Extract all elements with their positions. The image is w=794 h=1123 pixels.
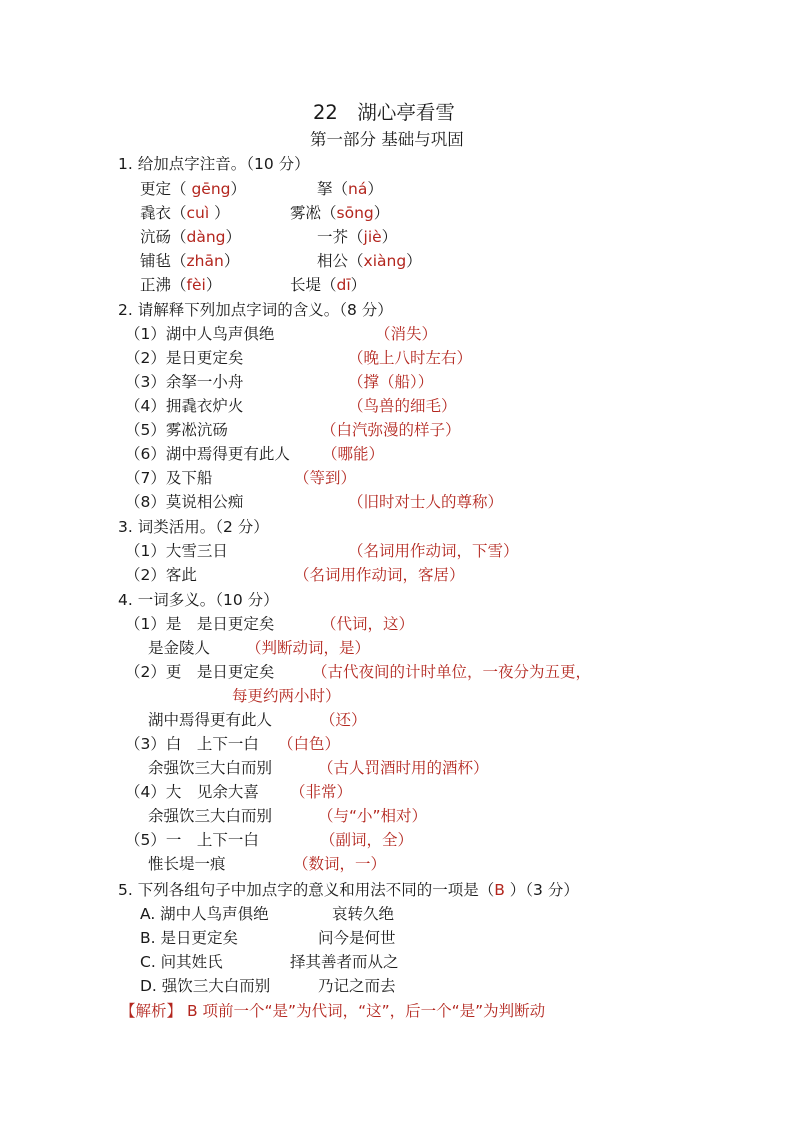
q5-answer: B — [494, 881, 505, 899]
analysis-label: 【解析】 — [120, 1002, 183, 1020]
q4-line: 余强饮三大白而别 — [148, 759, 273, 777]
q4-answer: （与“小”相对） — [318, 807, 428, 825]
q3-question: （2）客此 — [125, 566, 197, 584]
q4-line: （5）一 上下一白 — [125, 831, 259, 849]
q4-line: （1）是 是日更定矣 — [125, 615, 275, 633]
q1-heading: 1. 给加点字注音。（10 分） — [118, 155, 310, 173]
q4-answer: （古人罚酒时用的酒杯） — [318, 759, 489, 777]
q2-question: （7）及下船 — [125, 469, 213, 487]
q1-item: 相公（xiàng） — [317, 252, 422, 270]
q4-answer: （非常） — [290, 783, 353, 801]
q4-answer: （数词，一） — [293, 855, 387, 873]
q2-question: （6）湖中焉得更有此人 — [125, 445, 290, 463]
section-subtitle: 第一部分 基础与巩固 — [310, 130, 464, 149]
q2-question: （3）余拏一小舟 — [125, 373, 244, 391]
q2-answer: （晚上八时左右） — [348, 349, 473, 367]
q1-item: 毳衣（cuì ） — [140, 204, 230, 222]
q2-answer: （白汽弥漫的样子） — [321, 421, 461, 439]
q2-answer: （等到） — [294, 469, 357, 487]
q4-line: （3）白 上下一白 — [125, 735, 259, 753]
q2-answer: （哪能） — [322, 445, 385, 463]
q1-item: 沆砀（dàng） — [140, 228, 242, 246]
q2-question: （8）莫说相公痴 — [125, 493, 244, 511]
q2-answer: （撑（船）） — [348, 373, 434, 391]
q5-option: B. 是日更定矣 — [140, 929, 238, 947]
q4-answer: （古代夜间的计时单位，一夜分为五更， — [312, 663, 592, 681]
q1-item: 更定（ gēng） — [140, 180, 246, 198]
q2-question: （4）拥毳衣炉火 — [125, 397, 244, 415]
q4-line: 余强饮三大白而别 — [148, 807, 273, 825]
q2-question: （2）是日更定矣 — [125, 349, 244, 367]
q2-answer: （消失） — [375, 325, 438, 343]
q4-heading: 4. 一词多义。（10 分） — [118, 591, 279, 609]
q2-answer: （旧时对士人的尊称） — [348, 493, 504, 511]
q4-answer: 每更约两小时） — [232, 687, 341, 705]
q3-question: （1）大雪三日 — [125, 542, 228, 560]
q4-line: 惟长堤一痕 — [148, 855, 226, 873]
q5-option-pair: 问今是何世 — [318, 929, 396, 947]
q4-answer: （还） — [320, 711, 367, 729]
q4-answer: （代词，这） — [321, 615, 415, 633]
q1-item: 雾凇（sōng） — [290, 204, 390, 222]
q1-item: 一芥（jiè） — [317, 228, 398, 246]
q3-heading: 3. 词类活用。（2 分） — [118, 518, 269, 536]
q4-answer: （白色） — [278, 735, 341, 753]
q1-item: 正沸（fèi） — [140, 276, 222, 294]
q5-option-pair: 择其善者而从之 — [290, 953, 399, 971]
q2-answer: （鸟兽的细毛） — [348, 397, 457, 415]
q1-item: 铺毡（zhān） — [140, 252, 240, 270]
q2-heading: 2. 请解释下列加点字词的含义。（8 分） — [118, 301, 393, 319]
q4-line: （4）大 见余大喜 — [125, 783, 259, 801]
q2-question: （5）雾凇沆砀 — [125, 421, 228, 439]
q4-line: 湖中焉得更有此人 — [148, 711, 273, 729]
q4-line: （2）更 是日更定矣 — [125, 663, 275, 681]
q5-option: A. 湖中人鸟声俱绝 — [140, 905, 269, 923]
q5-option-pair: 哀转久绝 — [332, 905, 395, 923]
q4-line: 是金陵人 — [148, 639, 211, 657]
q1-item: 拏（ná） — [317, 180, 383, 198]
q4-answer: （判断动词，是） — [246, 639, 371, 657]
q4-answer: （副词，全） — [320, 831, 414, 849]
q3-answer: （名词用作动词，客居） — [294, 566, 465, 584]
q5-analysis: 【解析】 B 项前一个“是”为代词，“这”，后一个“是”为判断动 — [120, 1002, 546, 1020]
q5-option-pair: 乃记之而去 — [318, 977, 396, 995]
lesson-title: 22 湖心亭看雪 — [313, 101, 455, 124]
q3-answer: （名词用作动词，下雪） — [348, 542, 519, 560]
q5-heading: 5. 下列各组句子中加点字的意义和用法不同的一项是（B ）（3 分） — [118, 881, 579, 899]
q1-item: 长堤（dī） — [290, 276, 367, 294]
q5-option: D. 强饮三大白而别 — [140, 977, 271, 995]
q2-question: （1）湖中人鸟声俱绝 — [125, 325, 275, 343]
q5-option: C. 问其姓氏 — [140, 953, 223, 971]
